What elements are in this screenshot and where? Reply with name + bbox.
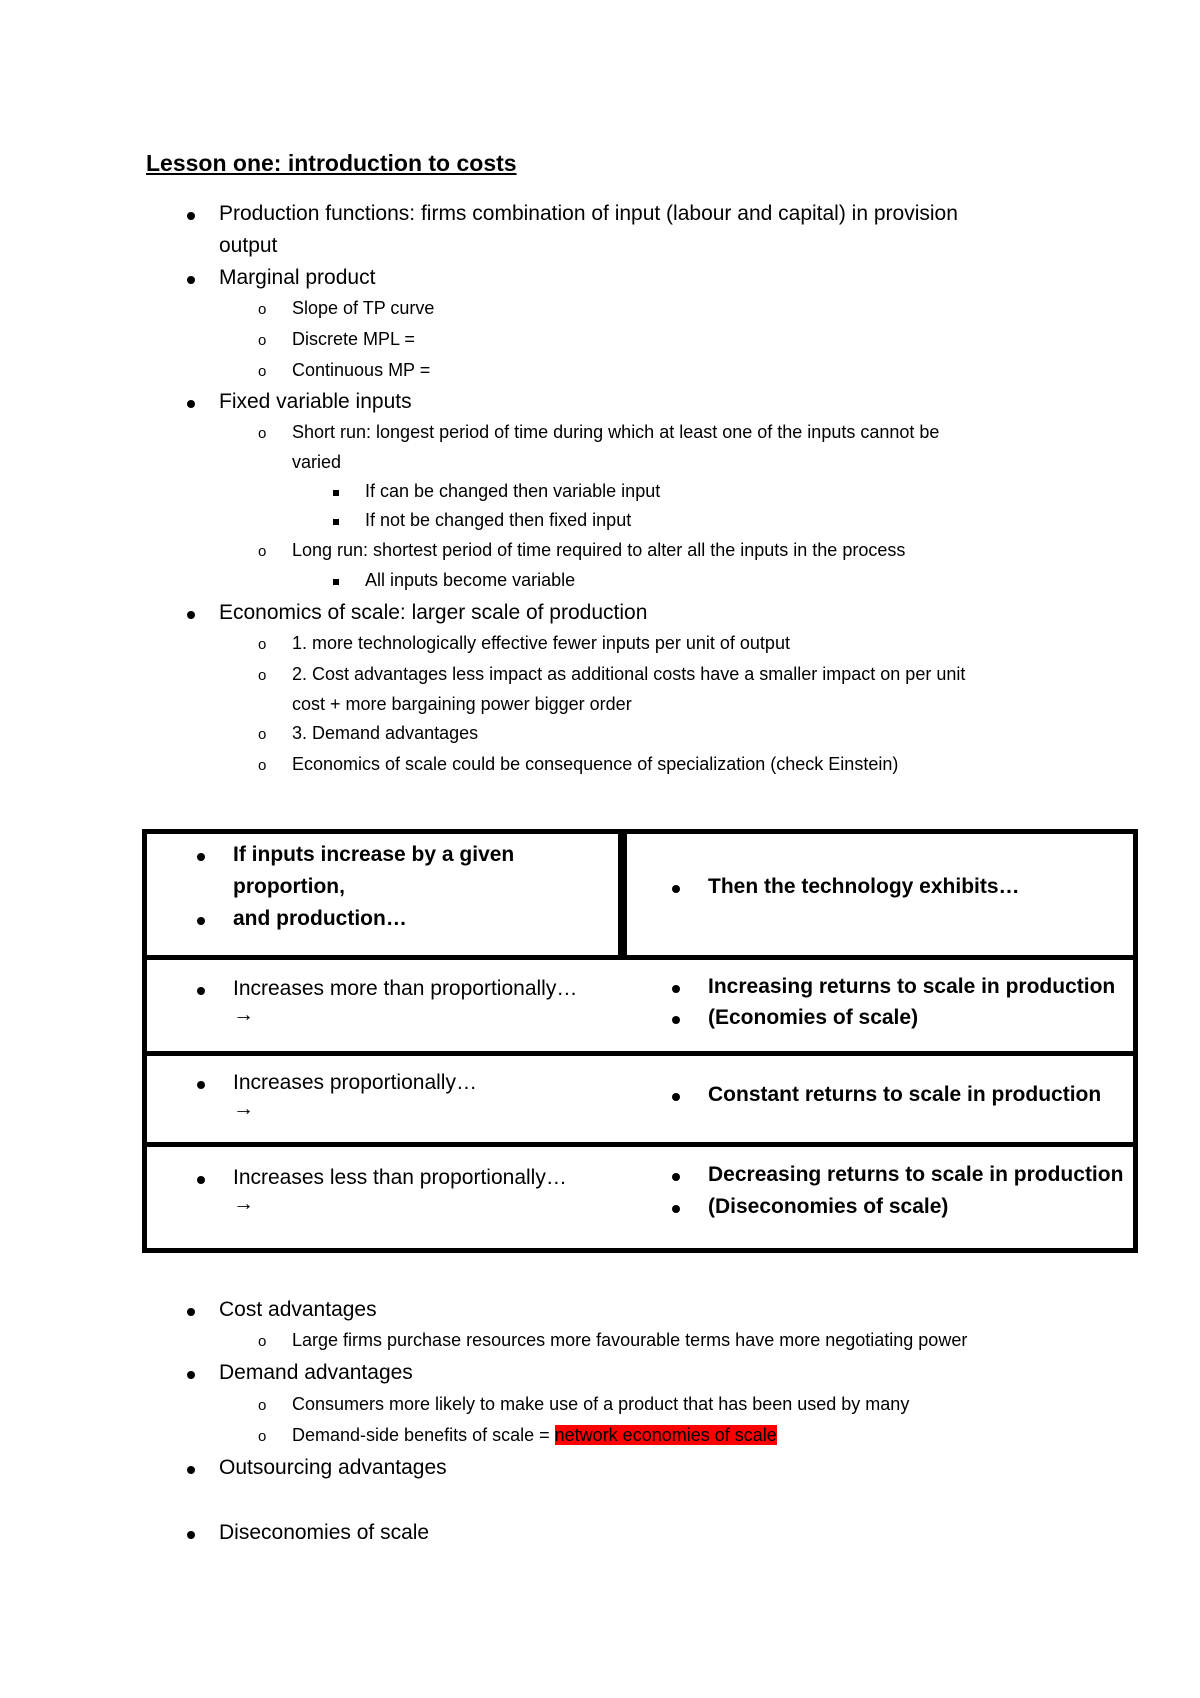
arrow: →: [233, 1003, 254, 1026]
economics-scale-text: Economics of scale: larger scale of production: [219, 601, 648, 624]
bullet: [672, 1173, 680, 1181]
bullet: [672, 985, 680, 993]
long-run-text: Long run: shortest period of time required to alter all the inputs in the process: [292, 540, 906, 560]
row-right: Decreasing returns to scale in production: [708, 1163, 1124, 1186]
demand-sub2-line: [292, 1425, 777, 1446]
bullet: [187, 212, 195, 220]
sub-bullet: o: [258, 757, 267, 774]
header-left-line1b: proportion,: [233, 875, 345, 898]
bullet: [187, 400, 195, 408]
table-col-divider: [622, 829, 627, 957]
es-item: 1. more technologically effective fewer inputs per unit of output: [292, 633, 790, 653]
production-functions-text-cont: output: [219, 234, 278, 257]
short-run-text-cont: varied: [292, 452, 342, 472]
bullet: [187, 276, 195, 284]
bullet: [197, 1081, 205, 1089]
diseconomies-text: Diseconomies of scale: [219, 1521, 430, 1544]
demand-advantages-text: Demand advantages: [219, 1361, 413, 1384]
bullet: [672, 1205, 680, 1213]
highlighted-term: network economies of scale: [554, 1425, 777, 1445]
sub-bullet: o: [258, 667, 267, 684]
short-run-sub: If not be changed then fixed input: [365, 510, 632, 530]
row-left: Increases less than proportionally…: [233, 1166, 567, 1189]
sub-bullet: o: [258, 1333, 267, 1350]
arrow: →: [233, 1192, 254, 1215]
sub-bullet: o: [258, 543, 267, 560]
bullet: [187, 611, 195, 619]
sub-bullet: o: [258, 1428, 267, 1445]
table-divider: [142, 1142, 1138, 1147]
demand-sub-text: Consumers more likely to make use of a product that has been used by many: [292, 1394, 910, 1414]
table-divider: [142, 955, 1138, 960]
bullet: [672, 885, 680, 893]
row-right: (Economies of scale): [708, 1006, 919, 1029]
es-item: Economics of scale could be consequence of specialization (check Einstein): [292, 754, 899, 774]
square-bullet: [333, 519, 339, 525]
demand-sub2-text: Demand-side benefits of scale =: [292, 1425, 555, 1445]
header-left-line1: If inputs increase by a given: [233, 843, 515, 866]
short-run-sub: If can be changed then variable input: [365, 481, 661, 501]
bullet: [187, 1531, 195, 1539]
bullet: [197, 917, 205, 925]
mp-item: Discrete MPL =: [292, 329, 415, 349]
es-item: 3. Demand advantages: [292, 723, 479, 743]
fixed-variable-text: Fixed variable inputs: [219, 390, 412, 413]
bullet: [672, 1093, 680, 1101]
cost-advantages-text: Cost advantages: [219, 1298, 377, 1321]
header-left-line2: and production…: [233, 907, 407, 930]
bullet: [197, 987, 205, 995]
row-right: (Diseconomies of scale): [708, 1195, 949, 1218]
square-bullet: [333, 579, 339, 585]
production-functions-text: Production functions: firms combination of input (labour and capital) in provision: [219, 202, 958, 225]
es-item-cont: cost + more bargaining power bigger order: [292, 694, 632, 714]
page-title: Lesson one: introduction to costs: [146, 150, 517, 176]
sub-bullet: o: [258, 1397, 267, 1414]
bullet: [197, 853, 205, 861]
arrow: →: [233, 1097, 254, 1120]
outsourcing-text: Outsourcing advantages: [219, 1456, 447, 1479]
bullet: [187, 1466, 195, 1474]
sub-bullet: o: [258, 332, 267, 349]
marginal-product-text: Marginal product: [219, 266, 376, 289]
row-right: Constant returns to scale in production: [708, 1083, 1102, 1106]
mp-item: Continuous MP =: [292, 360, 431, 380]
short-run-text: Short run: longest period of time during which at least one of the inputs cannot be: [292, 422, 940, 442]
sub-bullet: o: [258, 363, 267, 380]
es-item: 2. Cost advantages less impact as additional costs have a smaller impact on per unit: [292, 664, 966, 684]
bullet: [672, 1016, 680, 1024]
cost-sub-text: Large firms purchase resources more favourable terms have more negotiating power: [292, 1330, 968, 1350]
mp-item: Slope of TP curve: [292, 298, 435, 318]
bullet: [187, 1308, 195, 1316]
table-divider: [142, 1051, 1138, 1056]
header-right: Then the technology exhibits…: [708, 875, 1020, 898]
bullet: [197, 1176, 205, 1184]
bullet: [187, 1371, 195, 1379]
sub-bullet: o: [258, 636, 267, 653]
sub-bullet: o: [258, 301, 267, 318]
square-bullet: [333, 490, 339, 496]
row-left: Increases more than proportionally…: [233, 977, 578, 1000]
sub-bullet: o: [258, 425, 267, 442]
row-right: Increasing returns to scale in production: [708, 975, 1116, 998]
long-run-sub: All inputs become variable: [365, 570, 576, 590]
sub-bullet: o: [258, 726, 267, 743]
row-left: Increases proportionally…: [233, 1071, 477, 1094]
